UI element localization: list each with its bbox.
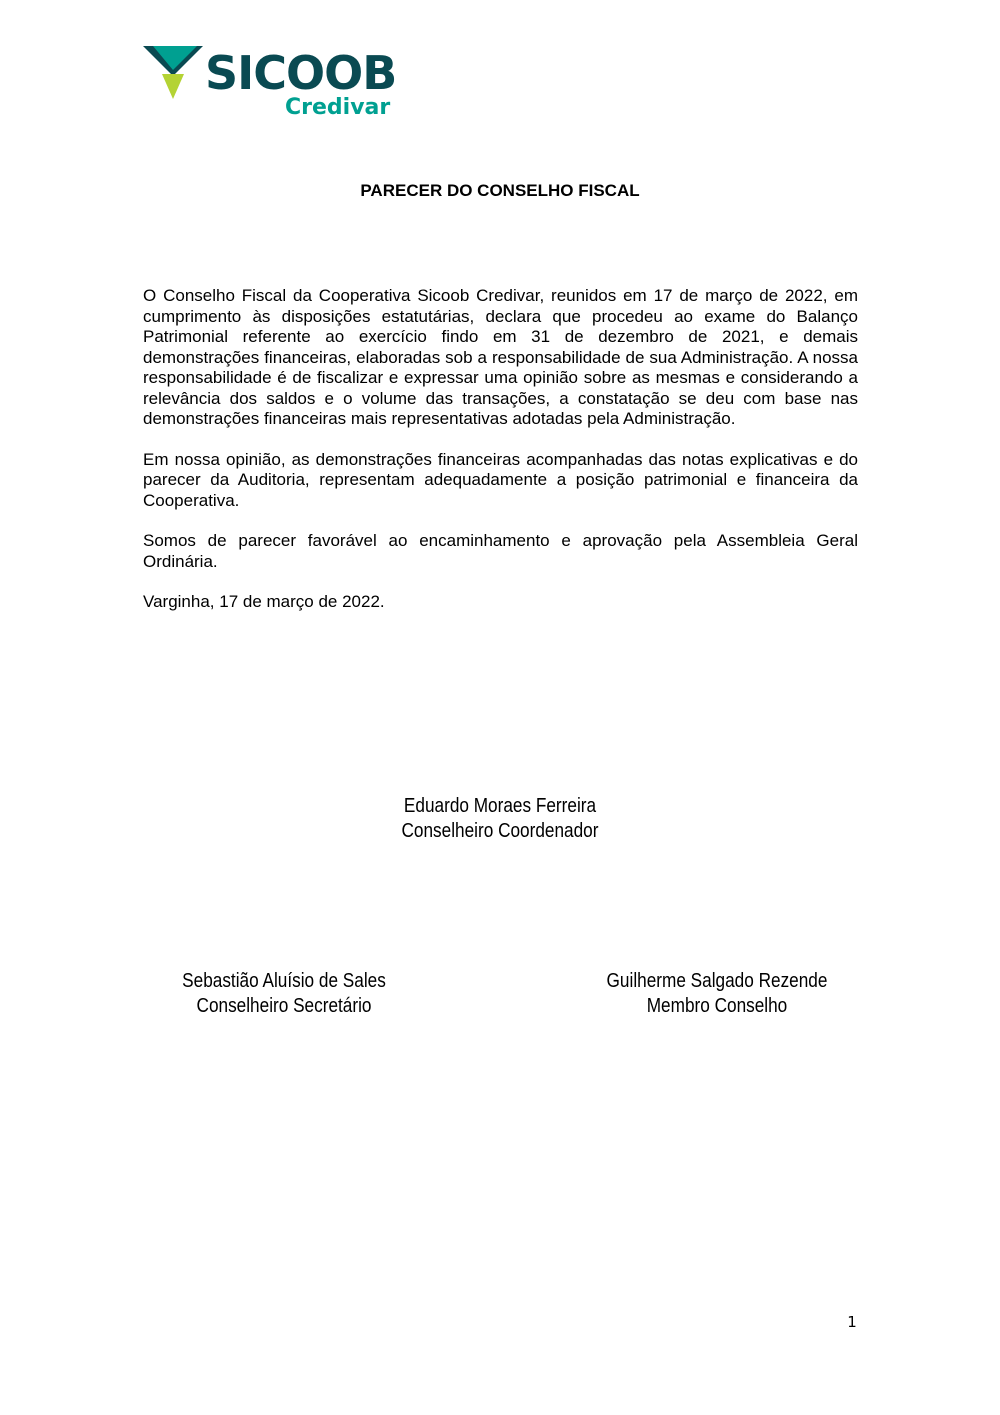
document-body [143,286,858,633]
date-line: Varginha, 17 de março de 2022. [143,592,385,611]
signature-secretary [155,969,413,1019]
logo-sub-text: Credivar [285,95,391,120]
signature-name: Eduardo Moraes Ferreira [403,795,597,817]
signature-role: Conselheiro Coordenador [401,820,599,842]
logo-brand-text: SICOOB [205,46,397,100]
sicoob-logo-icon [143,44,205,104]
signature-name: Guilherme Salgado Rezende [606,970,828,992]
document-title: PARECER DO CONSELHO FISCAL [360,181,640,200]
paragraph-approval: Somos de parecer favorável ao encaminhamento e aprovação pela Assembleia Geral Ordinária. [143,531,858,571]
logo-mark-lime [162,74,184,99]
signature-role: Conselheiro Secretário [196,995,372,1017]
signature-role: Membro Conselho [646,995,788,1017]
signature-coordinator [371,794,629,844]
paragraph-opinion: Em nossa opinião, as demonstrações financeiras acompanhadas das notas explicativas e do parecer da Auditoria, representam adequadamente a posição patrimonial e financeira da Cooperativa. [143,449,858,510]
signature-member [582,969,852,1019]
signature-name: Sebastião Aluísio de Sales [182,970,386,992]
paragraph-exam: O Conselho Fiscal da Cooperativa Sicoob Credivar, reunidos em 17 de março de 2022, em cumprimento às disposições estatutárias, declara que procedeu ao exame do Balanço Patrimonial referente ao exercício findo em 31 de dezembro de 2021, e demais demonstrações financeiras, elaboradas sob a responsabilidade de sua Administração. A nossa responsabilidade é de fiscalizar e expressar uma opinião sobre as mesmas e considerando a relevância dos saldos e o volume das transações, a constatação se deu com base nas demonstrações financeiras mais representativas adotadas pela Administração. [143,286,858,428]
sicoob-credivar-logo [143,44,397,124]
page-number: 1 [847,1313,857,1331]
